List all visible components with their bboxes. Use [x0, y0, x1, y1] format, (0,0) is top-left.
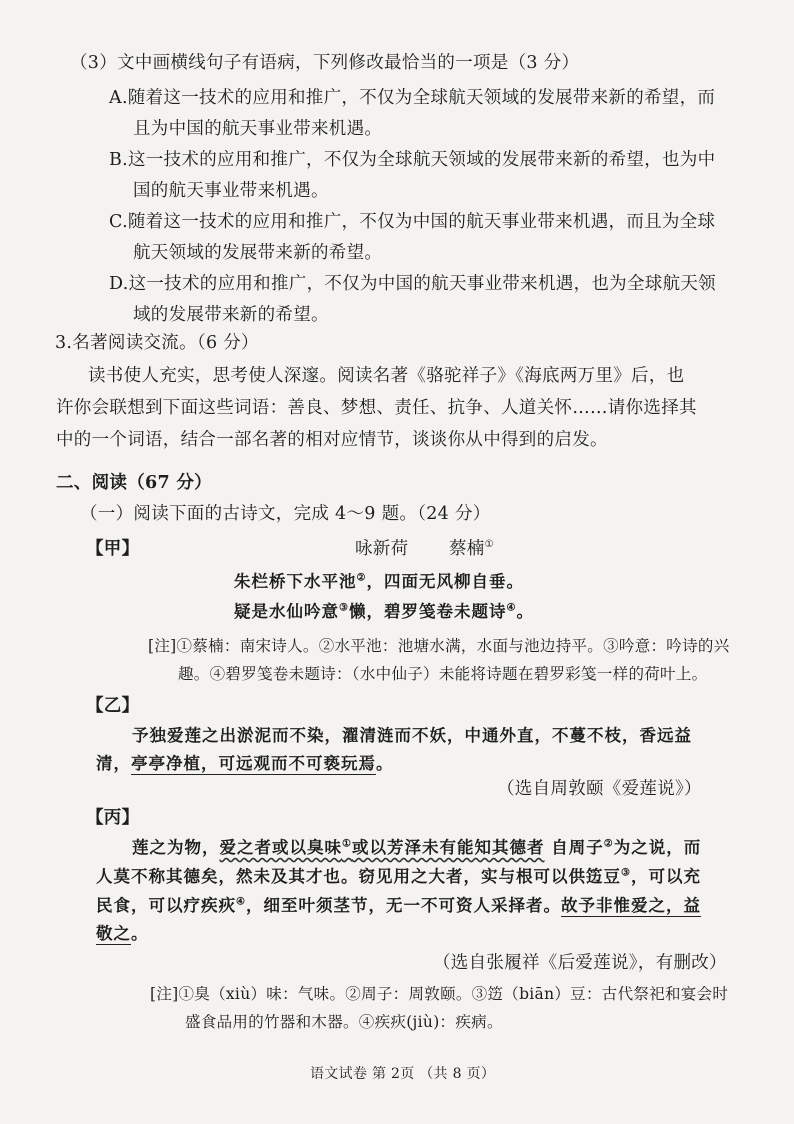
- poem-title: 咏新荷: [355, 539, 409, 559]
- bing-line1: 莲之为物，爱之者或以臭味①或以芳泽未有能知其德者 自周子②为之说，而: [132, 838, 702, 857]
- poem-line-1: 朱栏桥下水平池②，四面无风柳自垂。: [234, 572, 524, 591]
- bing-line3: 民食，可以疗疾疢④，细至叶须茎节，无一不可资人采择者。故予非惟爱之，益: [96, 896, 701, 915]
- footnote-mark: ①: [342, 838, 352, 850]
- option-a-line1: A.随着这一技术的应用和推广，不仅为全球航天领域的发展带来新的希望，而: [109, 88, 716, 108]
- yi-source: （选自周敦颐《爱莲说》）: [497, 779, 702, 799]
- footnote-mark: ④: [506, 602, 517, 614]
- poem-author: 蔡楠①: [449, 539, 494, 559]
- underlined-sentence: 亭亭净植，可远观而不可亵玩焉: [131, 754, 376, 773]
- footnote-mark: ①: [484, 539, 494, 551]
- footnote-mark: ②: [603, 838, 614, 850]
- bing-line2: 人莫不称其德矣，然未及其才也。窃见用之大者，实与根可以供笾豆③，可以充: [96, 867, 701, 886]
- yi-line2: 清，亭亭净植，可远观而不可亵玩焉。: [96, 754, 394, 773]
- option-c-line2: 航天领域的发展带来新的希望。: [133, 243, 383, 263]
- bing-note-line2: 盛食品用的竹器和木器。④疾疢(jiù)：疾病。: [185, 1013, 503, 1031]
- question-3-stem: （3）文中画横线句子有语病，下列修改最恰当的一项是（3 分）: [70, 53, 580, 73]
- section-2-subtitle: （一）阅读下面的古诗文，完成 4～9 题。（24 分）: [80, 504, 491, 524]
- option-d-line2: 域的发展带来新的希望。: [133, 305, 329, 325]
- poem-line-2: 疑是水仙吟意③懒，碧罗笺卷未题诗④。: [234, 602, 534, 621]
- underlined-sentence: 敬之: [96, 924, 131, 943]
- option-c-line1: C.随着这一技术的应用和推广，不仅为中国的航天事业带来机遇，而且为全球: [109, 212, 716, 232]
- option-b-line1: B.这一技术的应用和推广，不仅为全球航天领域的发展带来新的希望，也为中: [109, 150, 716, 170]
- section-2-title: 二、阅读（67 分）: [56, 473, 212, 493]
- option-b-line2: 国的航天事业带来机遇。: [133, 181, 329, 201]
- option-a-line2: 且为中国的航天事业带来机遇。: [133, 119, 383, 139]
- footnote-mark: ②: [356, 572, 367, 584]
- bing-line4: 敬之。: [96, 924, 149, 943]
- question-mingzhu-line2: 许你会联想到下面这些词语：善良、梦想、责任、抗争、人道关怀……请你选择其: [56, 398, 697, 418]
- question-mingzhu-line3: 中的一个词语，结合一部名著的相对应情节，谈谈你从中得到的启发。: [56, 430, 608, 450]
- passage-bing-label: 【丙】: [86, 808, 140, 828]
- footnote-mark: ③: [339, 602, 349, 614]
- wavy-underlined-sentence: 爱之者或以臭味①或以芳泽未有能知其德者: [219, 838, 545, 857]
- footnote-mark: ④: [236, 896, 246, 908]
- question-mingzhu-title: 3.名著阅读交流。（6 分）: [55, 333, 259, 353]
- page-footer: 语文试卷 第 2页 （共 8 页）: [310, 1066, 496, 1082]
- underlined-sentence: 故予非惟爱之，益: [560, 896, 701, 915]
- passage-jia-label: 【甲】: [86, 539, 140, 559]
- yi-line1: 予独爱莲之出淤泥而不染，濯清涟而不妖，中通外直，不蔓不枝，香远益: [132, 726, 692, 745]
- footnote-mark: ③: [621, 867, 631, 879]
- bing-note-line1: [注]①臭（xiù）味：气味。②周子：周敦颐。③笾（biān）豆：古代祭祀和宴会时: [150, 985, 729, 1003]
- jia-note-line2: 趣。④碧罗笺卷未题诗：（水中仙子）未能将诗题在碧罗彩笺一样的荷叶上。: [178, 665, 708, 683]
- option-d-line1: D.这一技术的应用和推广，不仅为中国的航天事业带来机遇，也为全球航天领: [109, 274, 716, 294]
- passage-yi-label: 【乙】: [86, 696, 140, 716]
- question-mingzhu-line1: 读书使人充实，思考使人深邃。阅读名著《骆驼祥子》《海底两万里》后，也: [88, 366, 685, 386]
- jia-note-line1: [注]①蔡楠：南宋诗人。②水平池：池塘水满，水面与池边持平。③吟意：吟诗的兴: [148, 637, 730, 655]
- bing-source: （选自张履祥《后爱莲说》，有删改）: [433, 953, 727, 973]
